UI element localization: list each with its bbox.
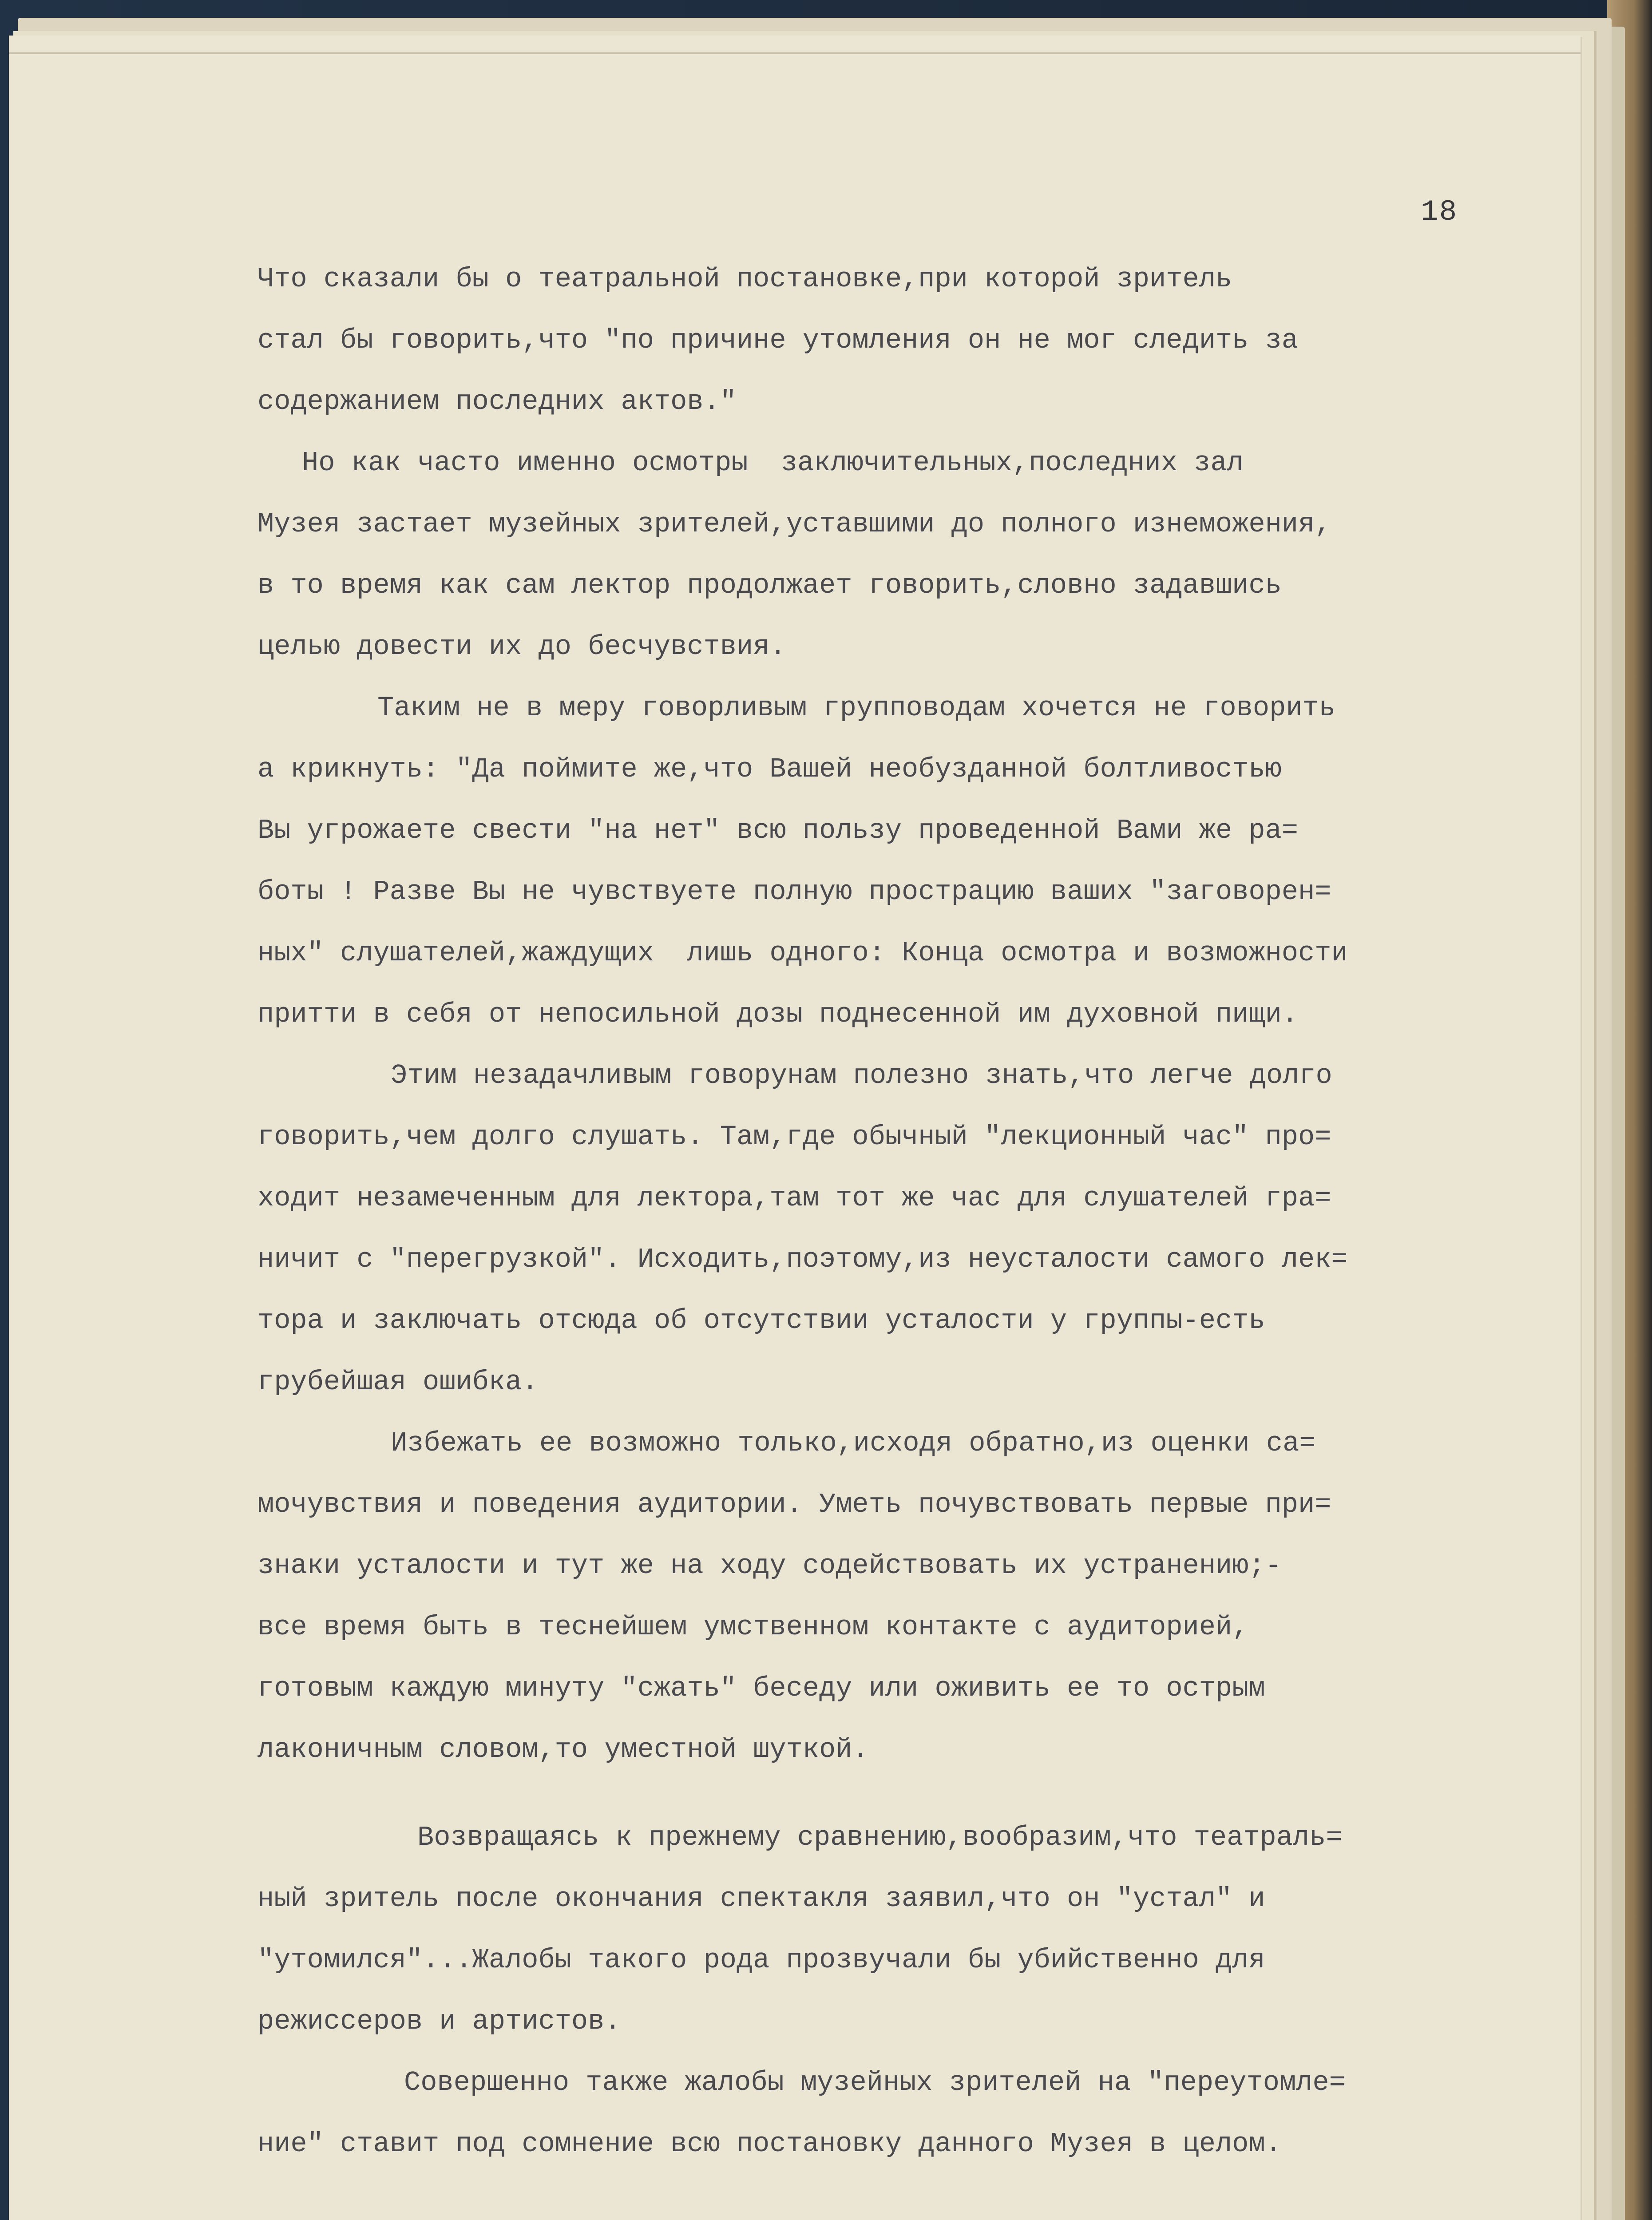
text-line: ных" слушателей,жаждущих лишь одного: Конца осмотра и возможности	[258, 937, 1348, 969]
paragraph	[258, 678, 1581, 1045]
text-line: Этим незадачливым говорунам полезно знать,что легче долго	[391, 1060, 1332, 1091]
text-line: Что сказали бы о театральной постановке,при которой зритель	[258, 263, 1232, 295]
text-line: Таким не в меру говорливым групповодам хочется не говорить	[377, 692, 1335, 724]
text-line: Избежать ее возможно только,исходя обратно,из оценки са=	[391, 1427, 1316, 1459]
text-line: содержанием последних актов."	[258, 386, 737, 417]
text-line: ходит незамеченным для лектора,там тот же час для слушателей гра=	[258, 1182, 1331, 1214]
text-line: режиссеров и артистов.	[258, 2006, 621, 2037]
text-line: Возвращаясь к прежнему сравнению,вообразим,что театраль=	[417, 1822, 1343, 1853]
text-line: притти в себя от непосильной дозы поднесенной им духовной пищи.	[258, 999, 1298, 1030]
paragraph	[258, 2052, 1581, 2175]
text-line: ный зритель после окончания спектакля заявил,что он "устал" и	[258, 1883, 1265, 1915]
text-line: а крикнуть: "Да поймите же,что Вашей необузданной болтливостью	[258, 753, 1282, 785]
text-line: мочувствия и поведения аудитории. Уметь почувствовать первые при=	[258, 1489, 1331, 1520]
text-line: знаки усталости и тут же на ходу содействовать их устранению;-	[258, 1550, 1282, 1582]
text-line: Но как часто именно осмотры заключительных,последних зал	[302, 447, 1244, 479]
page-body	[258, 249, 1581, 2175]
paragraph	[258, 1807, 1581, 2052]
text-line: ние" ставит под сомнение всю постановку данного Музея в целом.	[258, 2128, 1282, 2160]
paragraph-gap	[258, 1780, 1581, 1807]
text-line: Совершенно также жалобы музейных зрителей на "переутомле=	[404, 2067, 1346, 2098]
text-line: ничит с "перегрузкой". Исходить,поэтому,из неусталости самого лек=	[258, 1244, 1348, 1275]
page-number: 18	[1421, 195, 1458, 229]
text-line: стал бы говорить,что "по причине утомления он не мог следить за	[258, 325, 1298, 356]
text-line: готовым каждую минуту "сжать" беседу или оживить ее то острым	[258, 1673, 1265, 1704]
paragraph	[258, 1413, 1581, 1780]
text-line: целью довести их до бесчувствия.	[258, 631, 786, 662]
text-line: грубейшая ошибка.	[258, 1366, 539, 1398]
text-line: боты ! Разве Вы не чувствуете полную прострацию ваших "заговорен=	[258, 876, 1331, 908]
paragraph	[258, 1045, 1581, 1413]
text-line: все время быть в теснейшем умственном контакте с аудиторией,	[258, 1611, 1249, 1643]
text-line: Музея застает музейных зрителей,уставшими до полного изнеможения,	[258, 508, 1331, 540]
text-line: тора и заключать отсюда об отсутствии усталости у группы-есть	[258, 1305, 1265, 1336]
page-top-edge	[9, 52, 1581, 54]
text-line: говорить,чем долго слушать. Там,где обычный "лекционный час" про=	[258, 1121, 1331, 1153]
paragraph	[258, 432, 1581, 678]
text-line: Вы угрожаете свести "на нет" всю пользу проведенной Вами же ра=	[258, 815, 1298, 846]
paragraph	[258, 249, 1581, 432]
text-line: "утомился"...Жалобы такого рода прозвучали бы убийственно для	[258, 1944, 1265, 1976]
text-line: в то время как сам лектор продолжает говорить,словно задавшись	[258, 570, 1282, 601]
text-line: лаконичным словом,то уместной шуткой.	[258, 1734, 869, 1765]
